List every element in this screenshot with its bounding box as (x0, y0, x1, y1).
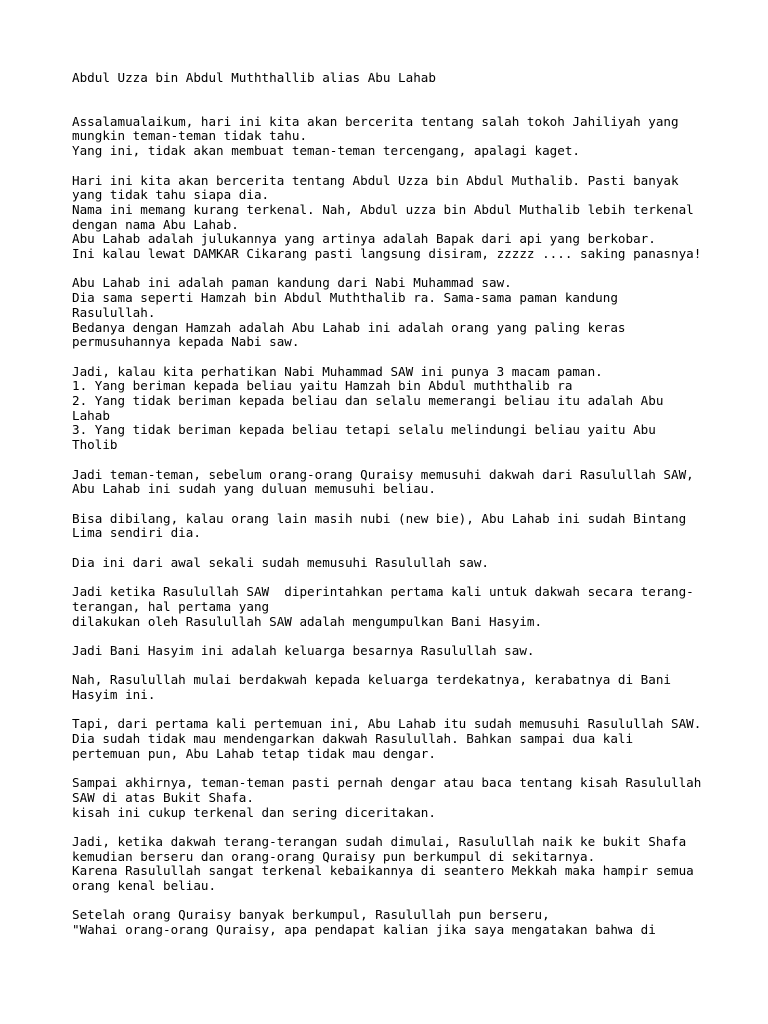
text-line: Jadi ketika Rasulullah SAW diperintahkan pertama kali untuk dakwah secara terang- (72, 584, 694, 600)
text-line: Nama ini memang kurang terkenal. Nah, Abdul uzza bin Abdul Muthalib lebih terkenal (72, 201, 694, 217)
text-line: terangan, hal pertama yang (72, 598, 270, 614)
text-line: Sampai akhirnya, teman-teman pasti pernah dengar atau baca tentang kisah Rasulullah (72, 775, 702, 791)
text-line: dilakukan oleh Rasulullah SAW adalah mengumpulkan Bani Hasyim. (72, 613, 543, 629)
text-line: yang tidak tahu siapa dia. (72, 187, 270, 203)
paragraph-list (72, 115, 712, 938)
text-line: Hari ini kita akan bercerita tentang Abdul Uzza bin Abdul Muthalib. Pasti banyak (72, 172, 679, 188)
text-line: 3. Yang tidak beriman kepada beliau tetapi selalu melindungi beliau yaitu Abu (72, 422, 656, 438)
text-line: mungkin teman-teman tidak tahu. (72, 128, 308, 144)
paragraph (72, 556, 712, 571)
text-line: SAW di atas Bukit Shafa. (72, 789, 254, 805)
text-line: kemudian berseru dan orang-orang Quraisy pun berkumpul di sekitarnya. (72, 848, 596, 864)
paragraph (72, 585, 712, 629)
text-line: orang kenal beliau. (72, 878, 217, 894)
paragraph (72, 717, 712, 761)
text-line: Jadi teman-teman, sebelum orang-orang Quraisy memusuhi dakwah dari Rasulullah SAW, (72, 466, 694, 482)
paragraph (72, 673, 712, 702)
text-line: 1. Yang beriman kepada beliau yaitu Hamzah bin Abdul muththalib ra (72, 378, 573, 394)
text-line: Bisa dibilang, kalau orang lain masih nubi (new bie), Abu Lahab ini sudah Bintang (72, 510, 687, 526)
paragraph (72, 365, 712, 453)
text-line: Jadi Bani Hasyim ini adalah keluarga besarnya Rasulullah saw. (72, 642, 535, 658)
text-line: Karena Rasulullah sangat terkenal kebaikannya di seantero Mekkah maka hampir semua (72, 863, 694, 879)
text-line: pertemuan pun, Abu Lahab tetap tidak mau dengar. (72, 745, 436, 761)
document-title: Abdul Uzza bin Abdul Muththallib alias Abu Lahab (72, 70, 436, 85)
document-body (72, 71, 712, 953)
paragraph (72, 276, 712, 350)
paragraph (72, 174, 712, 262)
text-line: Dia sama seperti Hamzah bin Abdul Muththalib ra. Sama-sama paman kandung (72, 290, 618, 306)
text-line: Jadi, ketika dakwah terang-terangan sudah dimulai, Rasulullah naik ke bukit Shafa (72, 833, 687, 849)
paragraph (72, 468, 712, 497)
text-line: Yang ini, tidak akan membuat teman-teman tercengang, apalagi kaget. (72, 143, 580, 159)
text-line: Tholib (72, 437, 118, 453)
text-line: Setelah orang Quraisy banyak berkumpul, Rasulullah pun berseru, (72, 907, 550, 923)
text-line: dengan nama Abu Lahab. (72, 216, 239, 232)
text-line: Abu Lahab ini sudah yang duluan memusuhi beliau. (72, 481, 436, 497)
paragraph (72, 776, 712, 820)
text-line: Nah, Rasulullah mulai berdakwah kepada keluarga terdekatnya, kerabatnya di Bani (72, 672, 671, 688)
text-line: kisah ini cukup terkenal dan sering diceritakan. (72, 804, 436, 820)
paragraph (72, 644, 712, 659)
text-line: Tapi, dari pertama kali pertemuan ini, Abu Lahab itu sudah memusuhi Rasulullah SAW. (72, 716, 702, 732)
text-line: Bedanya dengan Hamzah adalah Abu Lahab ini adalah orang yang paling keras (72, 319, 626, 335)
paragraph (72, 512, 712, 541)
text-line: Lahab (72, 407, 110, 423)
text-line: Ini kalau lewat DAMKAR Cikarang pasti langsung disiram, zzzzz .... saking panasnya! (72, 246, 702, 262)
text-line: Dia ini dari awal sekali sudah memusuhi Rasulullah saw. (72, 554, 490, 570)
text-line: Lima sendiri dia. (72, 525, 201, 541)
text-line: Assalamualaikum, hari ini kita akan bercerita tentang salah tokoh Jahiliyah yang (72, 113, 679, 129)
paragraph (72, 835, 712, 894)
text-line: Rasulullah. (72, 304, 156, 320)
text-line: Dia sudah tidak mau mendengarkan dakwah Rasulullah. Bahkan sampai dua kali (72, 731, 634, 747)
text-line: permusuhannya kepada Nabi saw. (72, 334, 300, 350)
text-line: Abu Lahab adalah julukannya yang artinya adalah Bapak dari api yang berkobar. (72, 231, 656, 247)
text-line: Hasyim ini. (72, 686, 156, 702)
paragraph (72, 115, 712, 159)
text-line: "Wahai orang-orang Quraisy, apa pendapat kalian jika saya mengatakan bahwa di (72, 922, 656, 938)
paragraph (72, 908, 712, 937)
text-line: 2. Yang tidak beriman kepada beliau dan selalu memerangi beliau itu adalah Abu (72, 393, 664, 409)
text-line: Jadi, kalau kita perhatikan Nabi Muhammad SAW ini punya 3 macam paman. (72, 363, 603, 379)
text-line: Abu Lahab ini adalah paman kandung dari Nabi Muhammad saw. (72, 275, 512, 291)
